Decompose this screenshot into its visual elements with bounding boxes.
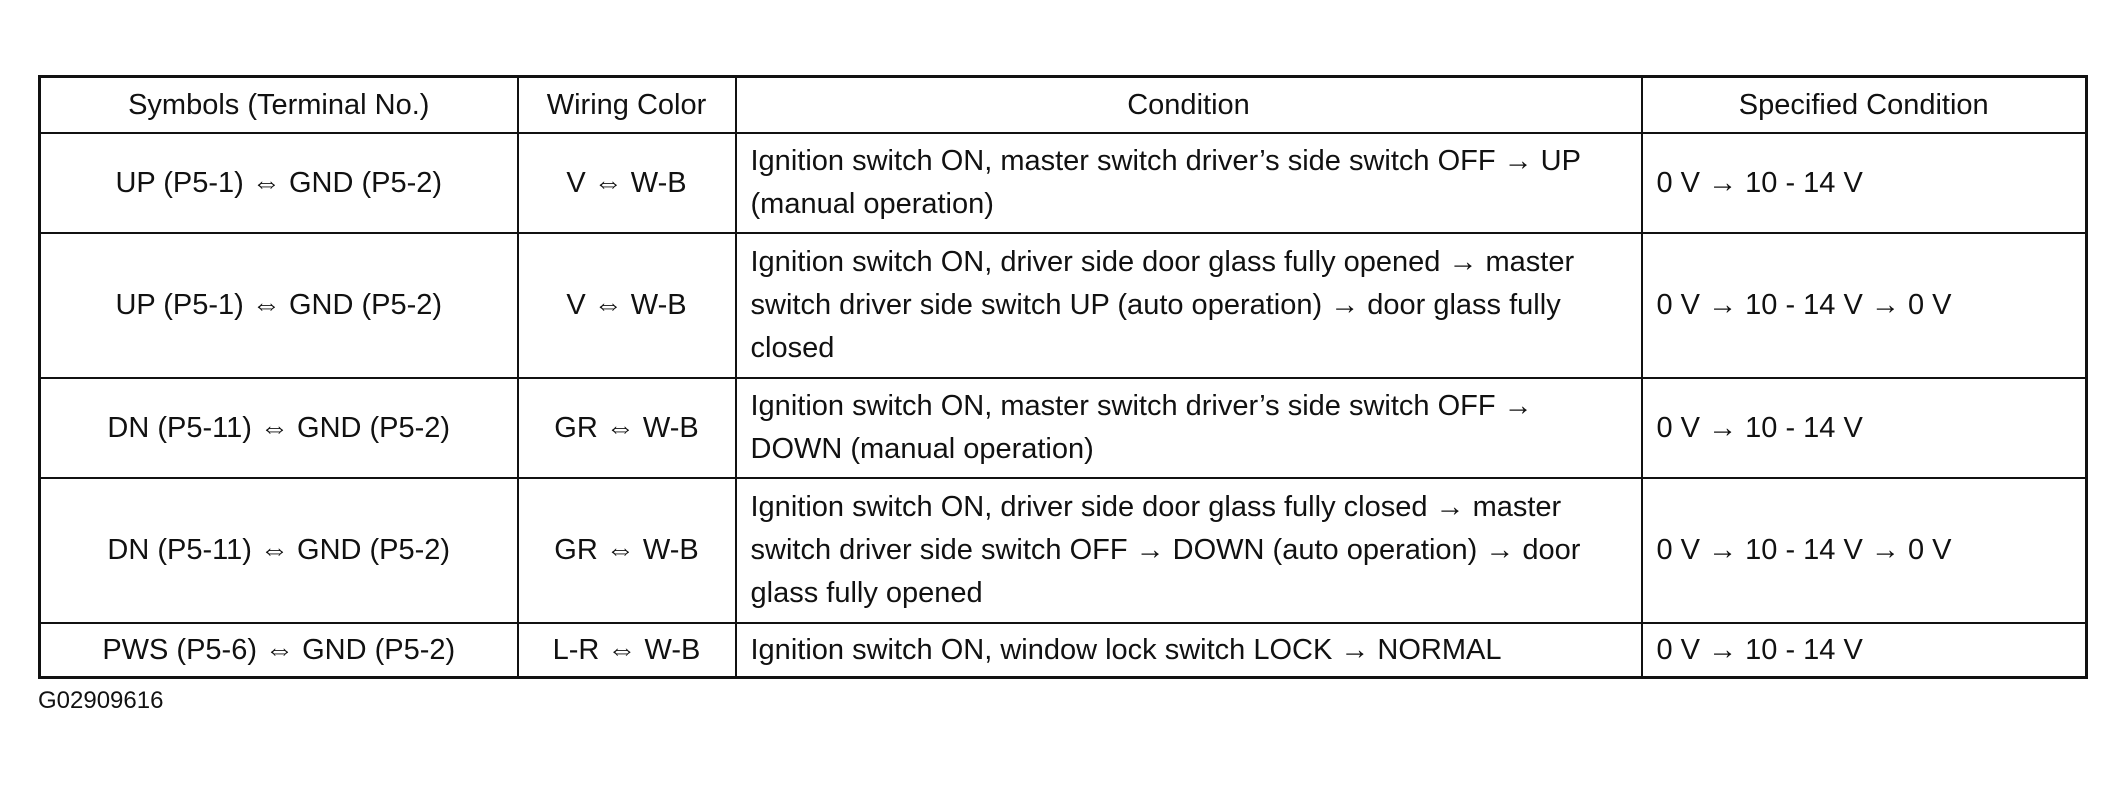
header-condition: Condition [736,77,1642,134]
cell-symbol: PWS (P5-6) ⇔ GND (P5-2) [40,623,518,678]
table-row [40,478,2087,623]
cell-symbol: UP (P5-1) ⇔ GND (P5-2) [40,133,518,233]
terminal-voltage-table [38,75,2088,679]
cell-condition: Ignition switch ON, master switch driver’s side switch OFF → UP (manual operation) [736,133,1642,233]
header-wiring-color: Wiring Color [518,77,736,134]
header-symbols: Symbols (Terminal No.) [40,77,518,134]
cell-wiring-color: V ⇔ W-B [518,133,736,233]
table-row [40,378,2087,478]
cell-specified-condition: 0 V → 10 - 14 V → 0 V [1642,478,2087,623]
cell-condition: Ignition switch ON, master switch driver’s side switch OFF → DOWN (manual operation) [736,378,1642,478]
cell-wiring-color: L-R ⇔ W-B [518,623,736,678]
cell-symbol: DN (P5-11) ⇔ GND (P5-2) [40,378,518,478]
cell-condition: Ignition switch ON, driver side door glass fully opened → master switch driver side switch UP (auto operation) → door glass fully closed [736,233,1642,378]
cell-wiring-color: V ⇔ W-B [518,233,736,378]
cell-specified-condition: 0 V → 10 - 14 V [1642,133,2087,233]
table-header-row [40,77,2087,134]
cell-symbol: DN (P5-11) ⇔ GND (P5-2) [40,478,518,623]
cell-specified-condition: 0 V → 10 - 14 V [1642,623,2087,678]
cell-condition: Ignition switch ON, window lock switch LOCK → NORMAL [736,623,1642,678]
cell-wiring-color: GR ⇔ W-B [518,478,736,623]
table-row [40,623,2087,678]
header-specified-condition: Specified Condition [1642,77,2087,134]
table-row [40,233,2087,378]
figure-code: G02909616 [38,687,164,714]
cell-wiring-color: GR ⇔ W-B [518,378,736,478]
table-row [40,133,2087,233]
cell-specified-condition: 0 V → 10 - 14 V → 0 V [1642,233,2087,378]
cell-condition: Ignition switch ON, driver side door glass fully closed → master switch driver side switch OFF → DOWN (auto operation) → door glass fully opened [736,478,1642,623]
cell-specified-condition: 0 V → 10 - 14 V [1642,378,2087,478]
cell-symbol: UP (P5-1) ⇔ GND (P5-2) [40,233,518,378]
